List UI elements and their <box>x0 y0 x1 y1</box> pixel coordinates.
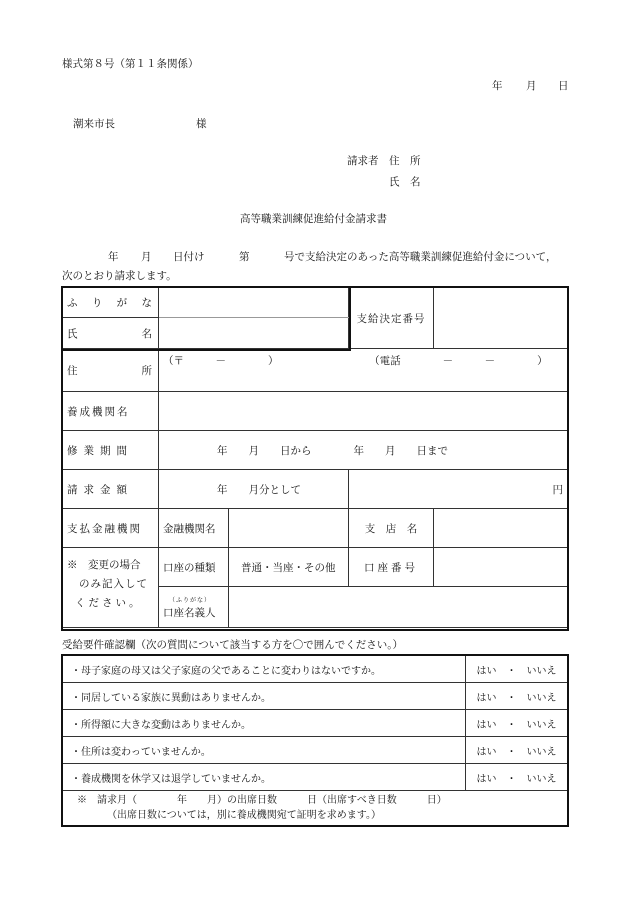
intro-year: 年 <box>108 251 119 263</box>
period-label: 修業期間 <box>63 431 159 470</box>
amount-label: 請求金額 <box>63 470 159 509</box>
name-input[interactable] <box>158 318 348 349</box>
change-note-line-1: ※ 変更の場合 <box>67 559 141 571</box>
request-form-table <box>62 287 568 628</box>
holder-furigana-label: （ふりがな） <box>168 597 211 604</box>
institution-label: 養成機関名 <box>63 392 159 431</box>
check-question: ・同居している家族に異動はありませんか。 <box>63 683 466 710</box>
check-question: ・養成機関を休学又は退学していませんか。 <box>63 764 466 791</box>
furigana-label-cell: ふ り が な <box>63 288 159 318</box>
intro-line2: 次のとおり請求します。 <box>62 270 177 282</box>
intro-date-suffix: 日付け <box>173 251 205 263</box>
account-number-label: 口座番号 <box>348 548 434 587</box>
eligibility-check-table <box>62 655 568 826</box>
decision-number-label: 支給決定番号 <box>348 288 434 349</box>
requester-label: 請求者 <box>347 155 379 167</box>
period-input[interactable]: 年 月 日から 年 月 日まで <box>158 431 567 470</box>
account-type-label: 口座の種類 <box>158 548 228 587</box>
branch-label: 支 店 名 <box>348 509 434 548</box>
account-holder-input[interactable] <box>228 587 567 628</box>
check-answer[interactable]: はい ・ いいえ <box>466 737 568 764</box>
branch-input[interactable] <box>434 509 568 548</box>
phone-field: （電話 － － ） <box>369 355 548 367</box>
furigana-input[interactable] <box>158 288 348 318</box>
date-year: 年 <box>492 80 503 92</box>
check-question: ・所得額に大きな変動はありませんか。 <box>63 710 466 737</box>
bank-name-label: 金融機関名 <box>158 509 228 548</box>
attendance-cell[interactable] <box>63 791 568 826</box>
name-label-cell: 氏 名 <box>63 318 159 349</box>
addressee-honorific: 様 <box>196 118 207 130</box>
address-label-cell: 住 所 <box>63 349 159 392</box>
bank-name-input[interactable] <box>228 509 348 548</box>
check-answer[interactable]: はい ・ いいえ <box>466 764 568 791</box>
postal-code-field: （〒 － ） <box>162 355 279 367</box>
check-answer[interactable]: はい ・ いいえ <box>466 656 568 683</box>
change-note-line-3: ください。 <box>75 597 143 609</box>
change-note-cell <box>63 548 159 628</box>
holder-label-cell <box>158 587 228 628</box>
account-number-input[interactable] <box>434 548 568 587</box>
decision-number-input[interactable] <box>434 288 568 349</box>
change-note-line-2: のみ記入して <box>79 578 148 590</box>
attendance-line-1: ※ 請求月（ 年 月）の出席日数 日（出席すべき日数 日） <box>77 795 447 806</box>
check-answer[interactable]: はい ・ いいえ <box>466 710 568 737</box>
attendance-line-2: （出席日数については，別に養成機関宛て証明を求めます。） <box>107 810 381 821</box>
requester-address-label: 住 所 <box>389 155 421 167</box>
account-type-options[interactable]: 普通・当座・その他 <box>228 548 348 587</box>
check-question: ・住所は変わっていませんか。 <box>63 737 466 764</box>
date-day: 日 <box>558 80 569 92</box>
check-answer[interactable]: はい ・ いいえ <box>466 683 568 710</box>
amount-month-input[interactable]: 年 月分として <box>158 470 348 509</box>
amount-input[interactable]: 円 <box>348 470 567 509</box>
document-title: 高等職業訓練促進給付金請求書 <box>240 213 387 225</box>
bank-label: 支払金融機関 <box>63 509 159 548</box>
intro-text: 号で支給決定のあった高等職業訓練促進給付金について， <box>284 251 557 263</box>
check-heading: 受給要件確認欄（次の質問について該当する方を〇で囲んでください。） <box>62 639 404 651</box>
check-question: ・母子家庭の母又は父子家庭の父であることに変わりはないですか。 <box>63 656 466 683</box>
address-input[interactable] <box>158 349 567 392</box>
date-month: 月 <box>526 80 537 92</box>
intro-month: 月 <box>141 251 152 263</box>
requester-name-label: 氏 名 <box>389 176 421 188</box>
holder-label: 口座名義人 <box>162 607 216 619</box>
institution-input[interactable] <box>158 392 567 431</box>
intro-number-prefix: 第 <box>239 251 250 263</box>
addressee-name: 潮来市長 <box>73 118 115 130</box>
form-number: 様式第８号（第１１条関係） <box>62 58 199 70</box>
